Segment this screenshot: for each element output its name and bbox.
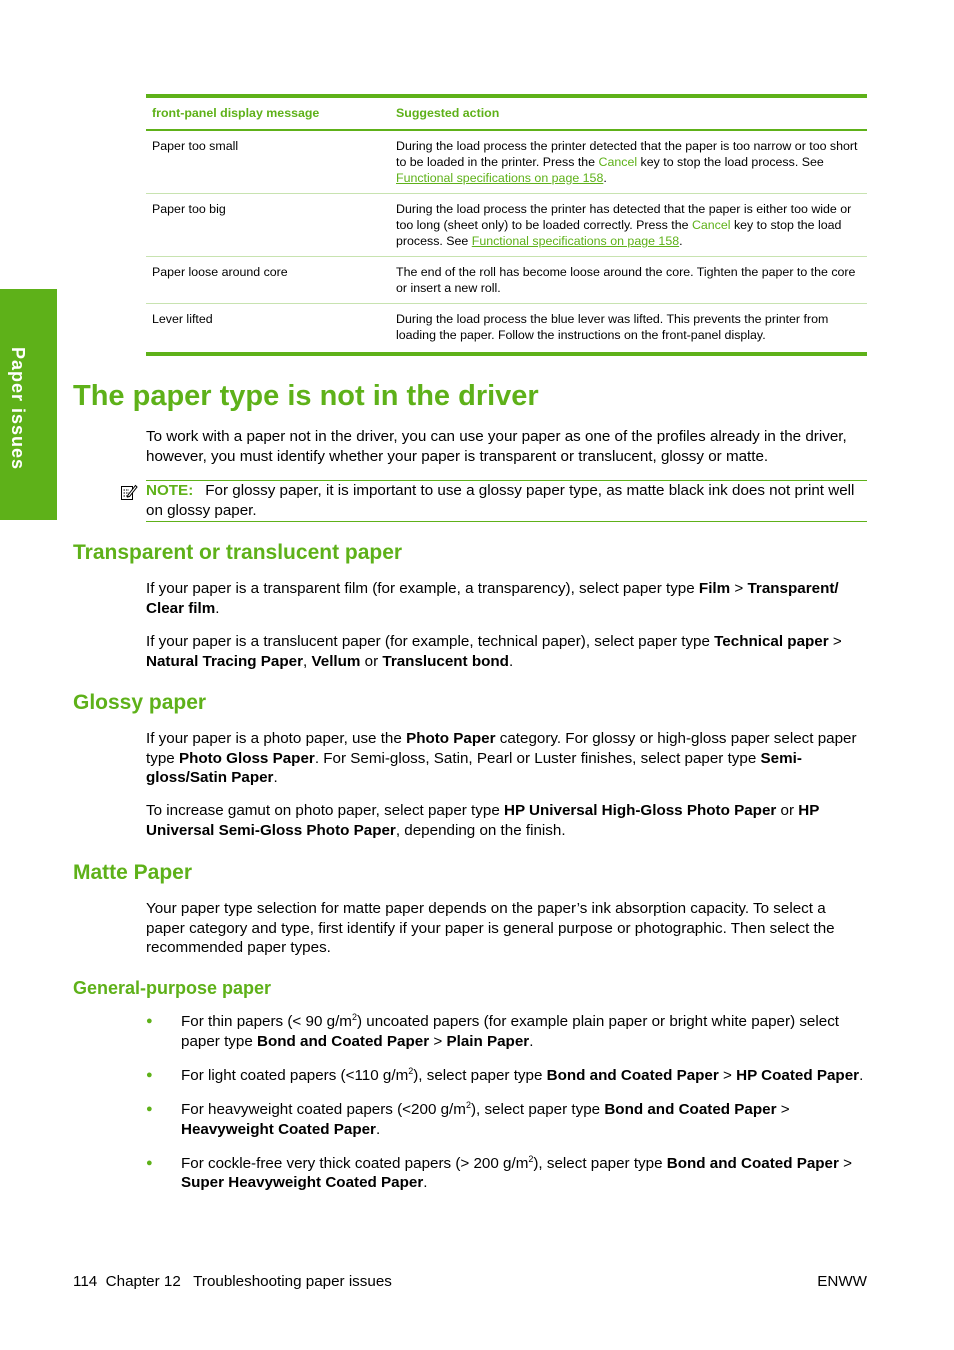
text: category. For glossy or high-gloss paper select paper type <box>146 730 857 767</box>
text: , depending on the finish. <box>395 821 566 839</box>
table-cell-action <box>390 194 867 257</box>
subsection-heading-general-purpose: General-purpose paper <box>73 978 272 998</box>
paper-type-transparent-clear-film: Transparent/ Clear film <box>146 580 839 617</box>
footer-chapter: 114 Chapter 12 Troubleshooting paper issues <box>73 1273 392 1290</box>
list-item <box>146 1012 867 1051</box>
table-cell-message: Paper loose around core <box>146 257 390 304</box>
paper-type-photo-gloss: Photo Gloss Paper <box>178 749 315 767</box>
text: . <box>215 599 220 617</box>
superscript: 2 <box>408 1065 414 1076</box>
paper-type: HP Coated Paper <box>736 1066 860 1084</box>
table-row <box>146 257 867 304</box>
superscript: 2 <box>351 1011 357 1022</box>
text: ), select paper type <box>533 1154 667 1172</box>
text: For light coated papers (<110 g/m <box>181 1066 409 1084</box>
separator: > <box>776 1100 790 1118</box>
separator: > <box>429 1032 447 1050</box>
text: For thin papers (< 90 g/m <box>181 1013 352 1030</box>
text: For heavyweight coated papers (<200 g/m <box>181 1100 466 1118</box>
text: To increase gamut on photo paper, select paper type <box>146 802 504 819</box>
functional-specifications-link[interactable]: Functional specifications on page 158 <box>396 171 604 185</box>
text: . <box>423 1174 428 1192</box>
action-text: During the load process the printer detected that the paper is too narrow or too short to be loaded in the printer. Press the <box>396 139 858 169</box>
matte-paragraph: Your paper type selection for matte paper depends on the paper’s ink absorption capacity. To select a paper category and type, first identify if your paper is general purpose or photographic. Then select the recommended paper types. <box>146 900 835 957</box>
separator: > <box>718 1066 737 1084</box>
text: . <box>529 1032 534 1050</box>
page-title: The paper type is not in the driver <box>73 380 539 412</box>
text: . <box>375 1120 381 1138</box>
section-heading-matte: Matte Paper <box>73 861 193 884</box>
text: . <box>273 769 278 787</box>
text: ), select paper type <box>413 1066 547 1084</box>
cancel-key-label: Cancel <box>598 155 638 169</box>
action-text: . <box>679 234 683 248</box>
table-cell-message: Lever lifted <box>152 312 213 326</box>
paper-category: Bond and Coated Paper <box>546 1066 719 1084</box>
table-cell-action <box>390 130 867 194</box>
paper-type-technical: Technical paper <box>714 633 829 650</box>
paper-category: Bond and Coated Paper <box>257 1032 430 1050</box>
action-text: . <box>603 171 607 185</box>
text: If your paper is a transparent film (for example, a transparency), select paper type <box>146 580 699 597</box>
general-purpose-list <box>146 1012 867 1208</box>
section-heading-glossy: Glossy paper <box>73 691 207 714</box>
glossy-paragraph-1 <box>146 729 867 788</box>
text: ), select paper type <box>470 1100 605 1118</box>
side-tab-label: Paper issues <box>8 347 28 471</box>
side-tab <box>0 289 57 520</box>
text: If your paper is a translucent paper (for example, technical paper), select paper type <box>146 633 715 650</box>
paper-category-photo: Photo Paper <box>406 730 496 747</box>
action-text: During the load process the printer has detected that the paper is either too wide or too long (sheet only) to be loaded correctly. Press the <box>396 202 852 232</box>
transparent-paragraph-1 <box>146 579 867 618</box>
paper-type-translucent-bond: Translucent bond <box>382 652 509 670</box>
superscript: 2 <box>528 1153 534 1164</box>
paper-type: Heavyweight Coated Paper <box>181 1120 376 1138</box>
glossy-paragraph-2 <box>146 801 867 840</box>
table-row <box>146 130 867 194</box>
list-item <box>146 1100 867 1139</box>
separator: > <box>828 633 842 650</box>
table-cell-action: During the load process the blue lever was lifted. This prevents the printer from loading the paper. Follow the instructions on the front-panel display. <box>396 312 829 342</box>
list-item <box>146 1066 867 1086</box>
paper-category: Bond and Coated Paper <box>666 1154 839 1172</box>
table-cell-message: Paper too small <box>146 130 390 194</box>
action-text: key to stop the load process. See <box>637 155 824 169</box>
table-header-row <box>146 96 867 130</box>
table-cell-action: The end of the roll has become loose around the core. Tighten the paper to the core or insert a new roll. <box>390 257 867 304</box>
paper-category: Bond and Coated Paper <box>604 1100 777 1118</box>
page-footer <box>73 1272 867 1291</box>
note-icon <box>120 483 138 501</box>
table-row <box>146 304 867 355</box>
table-header-message: front-panel display message <box>146 96 390 130</box>
text: . For Semi-gloss, Satin, Pearl or Luster finishes, select paper type <box>314 749 761 767</box>
note-text: For glossy paper, it is important to use a glossy paper type, as matte black ink does not print well on glossy paper. <box>146 482 855 519</box>
table-header-action: Suggested action <box>390 96 867 130</box>
section-heading-transparent: Transparent or translucent paper <box>73 541 403 564</box>
separator: > <box>730 580 748 597</box>
text: or <box>776 802 799 819</box>
paper-type-film: Film <box>698 580 731 597</box>
paper-type-hp-universal-high-gloss: HP Universal High-Gloss Photo Paper <box>503 802 777 819</box>
separator: > <box>838 1154 853 1172</box>
paper-type-hp-universal-semi-gloss: HP Universal Semi-Gloss Photo Paper <box>146 802 820 839</box>
text: . <box>859 1066 864 1084</box>
functional-specifications-link[interactable]: Functional specifications on page 158 <box>471 234 680 248</box>
intro-paragraph: To work with a paper not in the driver, you can use your paper as one of the profiles already in the driver, however, you must identify whether your paper is transparent or translucent, glossy or matte. <box>146 428 847 465</box>
footer-locale: ENWW <box>817 1273 867 1290</box>
action-text: key to stop the load process. See <box>396 218 842 248</box>
list-item <box>146 1154 867 1193</box>
paper-type-vellum: Vellum <box>311 652 361 670</box>
text: For cockle-free very thick coated papers (> 200 g/m <box>181 1154 529 1172</box>
paper-type-semi-gloss-satin: Semi-gloss/Satin Paper <box>146 749 802 787</box>
paper-type: Plain Paper <box>446 1032 530 1050</box>
text: or <box>360 652 383 670</box>
paper-type-natural-tracing: Natural Tracing Paper <box>146 652 303 670</box>
note-box <box>146 480 867 522</box>
text: , <box>303 652 312 670</box>
note-label: NOTE: <box>146 482 194 499</box>
superscript: 2 <box>465 1099 471 1110</box>
message-table <box>146 94 867 356</box>
text: ) uncoated papers (for example plain paper or bright white paper) select paper type <box>181 1013 840 1050</box>
text: If your paper is a photo paper, use the <box>146 730 407 747</box>
paper-type: Super Heavyweight Coated Paper <box>181 1174 424 1192</box>
text: . <box>508 652 514 670</box>
transparent-paragraph-2 <box>146 632 867 671</box>
cancel-key-label: Cancel <box>691 218 731 232</box>
table-row <box>146 194 867 257</box>
table-cell-message: Paper too big <box>146 194 390 257</box>
